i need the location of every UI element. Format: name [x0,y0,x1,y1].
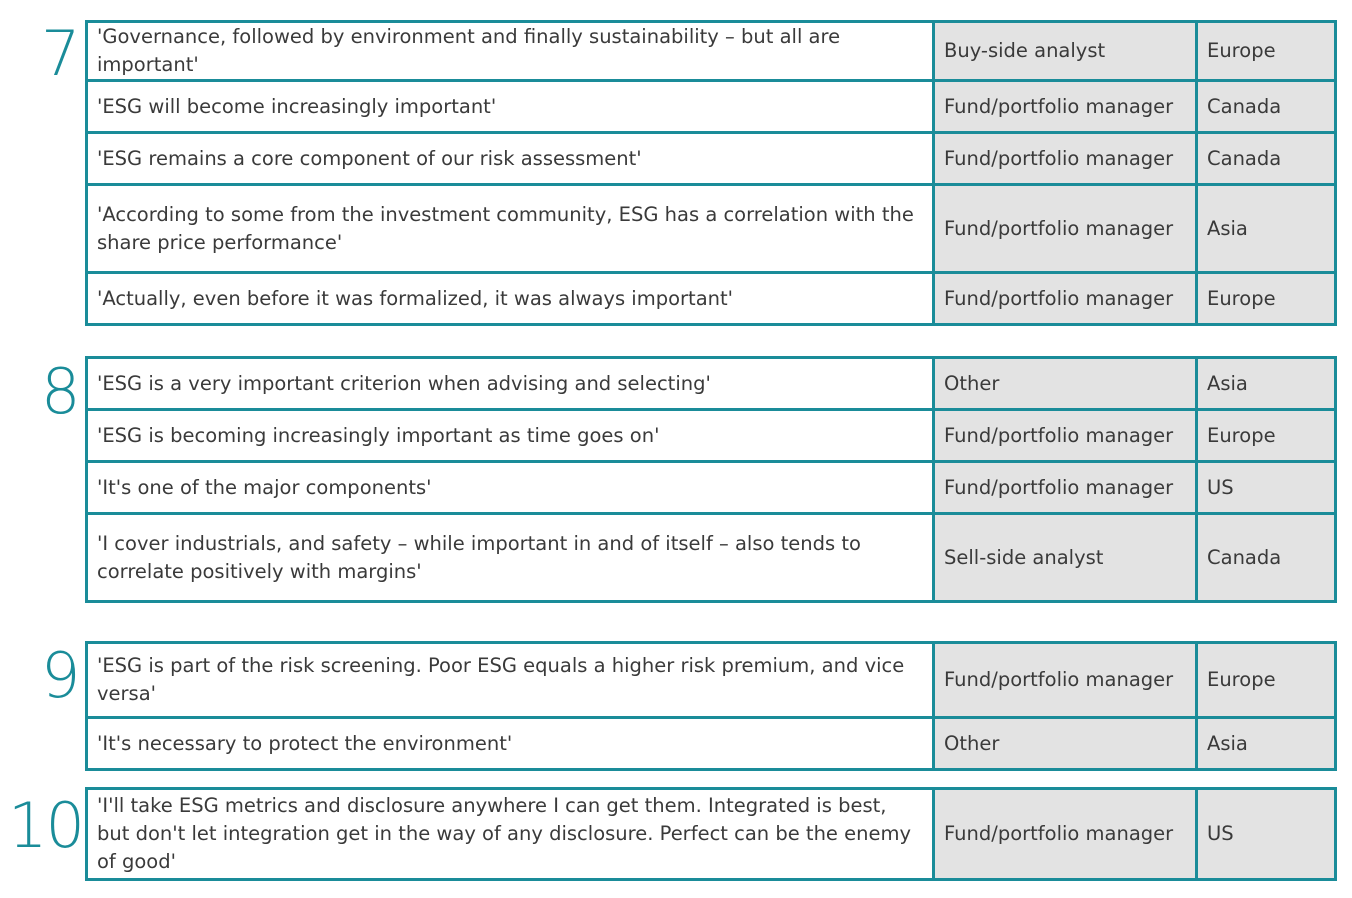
group-number: 9 [41,639,79,712]
role-cell: Fund/portfolio manager [934,410,1197,462]
table-row [87,789,1336,880]
quote-cell: 'I'll take ESG metrics and disclosure anywhere I can get them. Integrated is best, but don't let integration get in the way of any disclosure. Perfect can be the enemy of good' [87,789,934,880]
table-row [87,358,1336,410]
table-row [87,514,1336,602]
region-cell: Asia [1197,358,1336,410]
quote-cell: 'ESG is part of the risk screening. Poor ESG equals a higher risk premium, and vice versa' [87,643,934,718]
table-row [87,22,1336,81]
quote-table [85,356,1337,603]
role-cell: Fund/portfolio manager [934,643,1197,718]
region-cell: US [1197,789,1336,880]
quote-cell: 'According to some from the investment community, ESG has a correlation with the share price performance' [87,185,934,273]
region-cell: Canada [1197,81,1336,133]
table-row [87,133,1336,185]
quote-cell: 'ESG will become increasingly important' [87,81,934,133]
role-cell: Other [934,718,1197,770]
region-cell: Europe [1197,22,1336,81]
role-cell: Sell-side analyst [934,514,1197,602]
quote-table [85,787,1337,881]
quote-table [85,20,1337,326]
quote-cell: 'It's necessary to protect the environment' [87,718,934,770]
table-row [87,410,1336,462]
region-cell: Canada [1197,133,1336,185]
role-cell: Fund/portfolio manager [934,81,1197,133]
region-cell: Canada [1197,514,1336,602]
table-row [87,643,1336,718]
region-cell: Asia [1197,185,1336,273]
quote-cell: 'Governance, followed by environment and finally sustainability – but all are important' [87,22,934,81]
quote-cell: 'ESG is a very important criterion when advising and selecting' [87,358,934,410]
region-cell: Europe [1197,410,1336,462]
table-row [87,462,1336,514]
role-cell: Other [934,358,1197,410]
region-cell: Asia [1197,718,1336,770]
region-cell: Europe [1197,643,1336,718]
role-cell: Fund/portfolio manager [934,273,1197,325]
group-number: 10 [8,789,83,862]
role-cell: Buy-side analyst [934,22,1197,81]
role-cell: Fund/portfolio manager [934,133,1197,185]
group-number: 8 [41,355,79,428]
quote-cell: 'I cover industrials, and safety – while important in and of itself – also tends to correlate positively with margins' [87,514,934,602]
table-row [87,718,1336,770]
region-cell: Europe [1197,273,1336,325]
quote-table [85,641,1337,771]
role-cell: Fund/portfolio manager [934,462,1197,514]
role-cell: Fund/portfolio manager [934,789,1197,880]
role-cell: Fund/portfolio manager [934,185,1197,273]
quote-cell: 'It's one of the major components' [87,462,934,514]
table-row [87,81,1336,133]
group-number: 7 [41,17,79,90]
table-row [87,273,1336,325]
region-cell: US [1197,462,1336,514]
quote-cell: 'ESG is becoming increasingly important as time goes on' [87,410,934,462]
table-row [87,185,1336,273]
quote-cell: 'Actually, even before it was formalized, it was always important' [87,273,934,325]
quote-cell: 'ESG remains a core component of our risk assessment' [87,133,934,185]
